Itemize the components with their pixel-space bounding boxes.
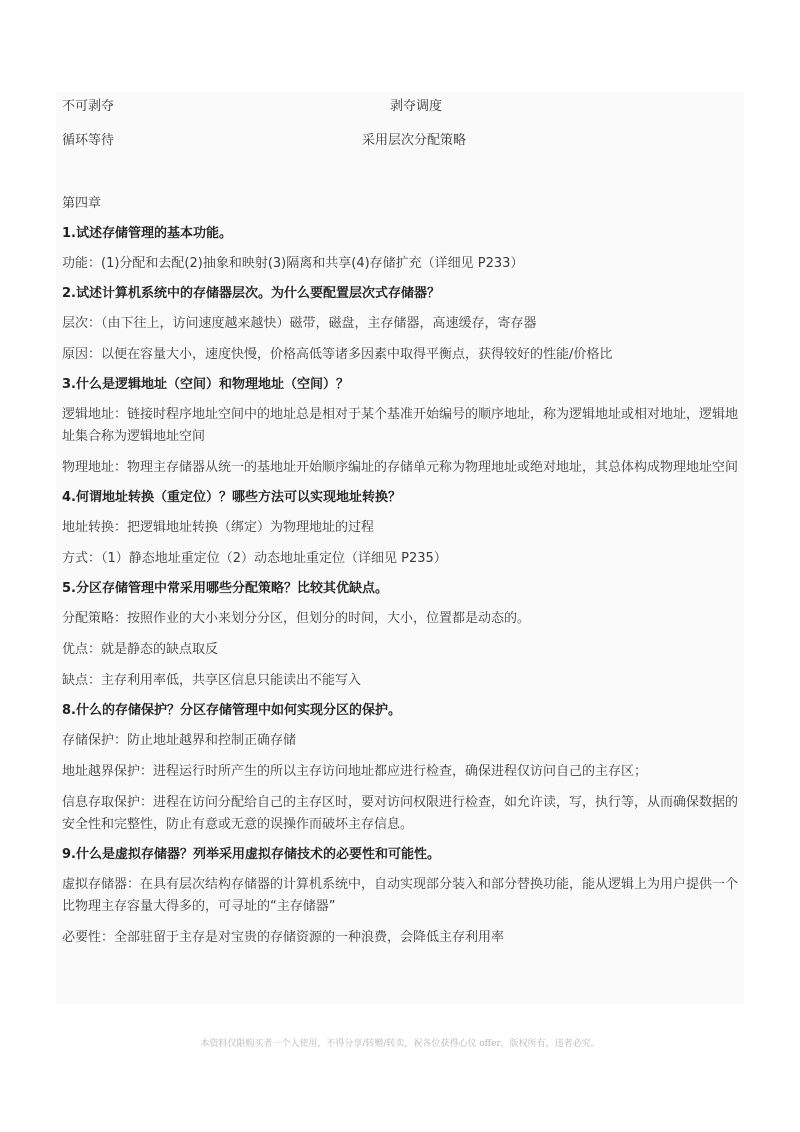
section-3 <box>62 375 746 479</box>
answer-paragraph: 必要性：全部驻留于主存是对宝贵的存储资源的一种浪费，会降低主存利用率 <box>62 930 505 945</box>
section-9 <box>62 845 746 949</box>
answer-paragraph: 逻辑地址：链接时程序地址空间中的地址总是相对于某个基准开始编号的顺序地址，称为逻辑地址或相对地址，逻辑地址集合称为逻辑地址空间 <box>62 407 739 444</box>
answer-paragraph: 优点：就是静态的缺点取反 <box>62 642 219 657</box>
question-heading: 5.分区存储管理中常采用哪些分配策略？比较其优缺点。 <box>62 581 388 596</box>
question-heading: 8.什么的存储保护？分区存储管理中如何实现分区的保护。 <box>62 703 401 718</box>
answer-paragraph: 方式：（1）静态地址重定位（2）动态地址重定位（详细见 P235） <box>62 551 447 566</box>
answer-paragraph: 地址越界保护：进程运行时所产生的所以主存访问地址都应进行检查，确保进程仅访问自己的主存区； <box>62 764 648 779</box>
question-heading: 4.何谓地址转换（重定位）？哪些方法可以实现地址转换？ <box>62 490 401 505</box>
question-heading: 3.什么是逻辑地址（空间）和物理地址（空间）？ <box>62 377 349 392</box>
answer-paragraph: 信息存取保护：进程在访问分配给自己的主存区时，要对访问权限进行检查，如允许读，写，执行等，从而确保数据的安全性和完整性，防止有意或无意的误操作而破坏主存信息。 <box>62 795 739 832</box>
document-content <box>62 96 746 958</box>
question-heading: 2.试述计算机系统中的存储器层次。为什么要配置层次式存储器？ <box>62 286 440 301</box>
section-2 <box>62 284 746 366</box>
section-5 <box>62 579 746 692</box>
section-8 <box>62 701 746 836</box>
table-cell-right: 剥夺调度 <box>390 99 443 114</box>
section-4 <box>62 488 746 570</box>
footer-copyright: 本资料仅限购买者一个人使用，不得分享/转赠/转卖，祝各位获得心仪 offer，版权所有，违者必究。 <box>200 1039 600 1049</box>
answer-paragraph: 虚拟存储器：在具有层次结构存储器的计算机系统中，自动实现部分装入和部分替换功能，能从逻辑上为用户提供一个比物理主存容量大得多的，可寻址的“主存储器” <box>62 877 739 914</box>
question-heading: 1.试述存储管理的基本功能。 <box>62 226 232 241</box>
section-1 <box>62 224 746 275</box>
table-cell-left: 不可剥夺 <box>62 99 115 114</box>
answer-paragraph: 存储保护：防止地址越界和控制正确存储 <box>62 733 297 748</box>
answer-paragraph: 物理地址：物理主存储器从统一的基地址开始顺序编址的存储单元称为物理地址或绝对地址，其总体构成物理地址空间 <box>62 460 739 475</box>
table-row <box>62 96 746 130</box>
question-heading: 9.什么是虚拟存储器？列举采用虚拟存储技术的必要性和可能性。 <box>62 847 440 862</box>
table-cell-left: 循环等待 <box>62 133 115 148</box>
answer-paragraph: 分配策略：按照作业的大小来划分分区，但划分的时间，大小，位置都是动态的。 <box>62 611 531 626</box>
answer-paragraph: 层次：（由下往上，访问速度越来越快）磁带，磁盘，主存储器，高速缓存，寄存器 <box>62 316 537 331</box>
table-row <box>62 130 746 164</box>
table-cell-right: 采用层次分配策略 <box>362 133 467 148</box>
chapter-title: 第四章 <box>62 196 102 211</box>
answer-paragraph: 原因：以便在容量大小，速度快慢，价格高低等诸多因素中取得平衡点，获得较好的性能/价格比 <box>62 347 613 362</box>
answer-paragraph: 地址转换：把逻辑地址转换（绑定）为物理地址的过程 <box>62 520 375 535</box>
answer-paragraph: 缺点：主存利用率低，共享区信息只能读出不能写入 <box>62 673 362 688</box>
answer-paragraph: 功能：(1)分配和去配(2)抽象和映射(3)隔离和共享(4)存储扩充（详细见 P233） <box>62 256 524 271</box>
